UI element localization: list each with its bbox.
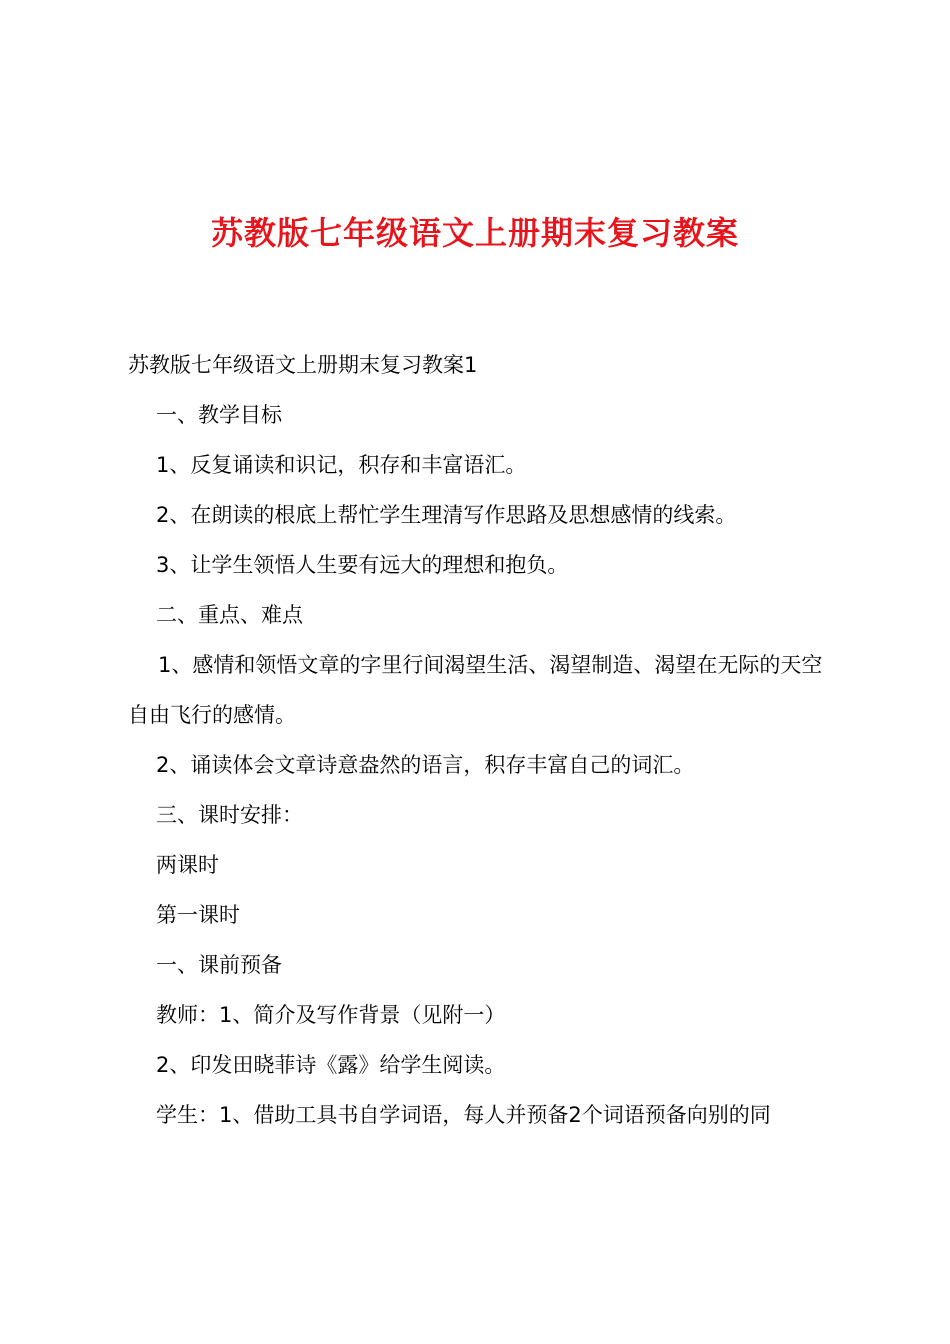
paragraph: 2、诵读体会文章诗意盎然的语言，积存丰富自己的词汇。	[156, 753, 695, 777]
paragraph: 1、感情和领悟文章的字里行间渴望生活、渴望制造、渴望在无际的天空自由飞行的感情。	[128, 653, 823, 727]
paragraph: 两课时	[156, 853, 219, 877]
paragraph: 2、在朗读的根底上帮忙学生理清写作思路及思想感情的线索。	[156, 503, 737, 527]
paragraph: 二、重点、难点	[156, 603, 303, 627]
paragraph: 一、课前预备	[156, 953, 282, 977]
paragraph: 1、反复诵读和识记，积存和丰富语汇。	[156, 453, 527, 477]
document-body	[128, 340, 836, 1140]
section-heading: 苏教版七年级语文上册期末复习教案1	[128, 353, 478, 377]
paragraph: 学生：1、借助工具书自学词语，每人并预备2个词语预备向别的同	[156, 1103, 771, 1127]
paragraph: 第一课时	[156, 903, 240, 927]
paragraph: 教师：1、简介及写作背景（见附一）	[156, 1003, 506, 1027]
paragraph: 一、教学目标	[156, 403, 282, 427]
document-title: 苏教版七年级语文上册期末复习教案	[210, 214, 739, 252]
paragraph: 三、课时安排：	[156, 803, 303, 827]
paragraph: 3、让学生领悟人生要有远大的理想和抱负。	[156, 553, 569, 577]
paragraph: 2、印发田晓菲诗《露》给学生阅读。	[156, 1053, 506, 1077]
